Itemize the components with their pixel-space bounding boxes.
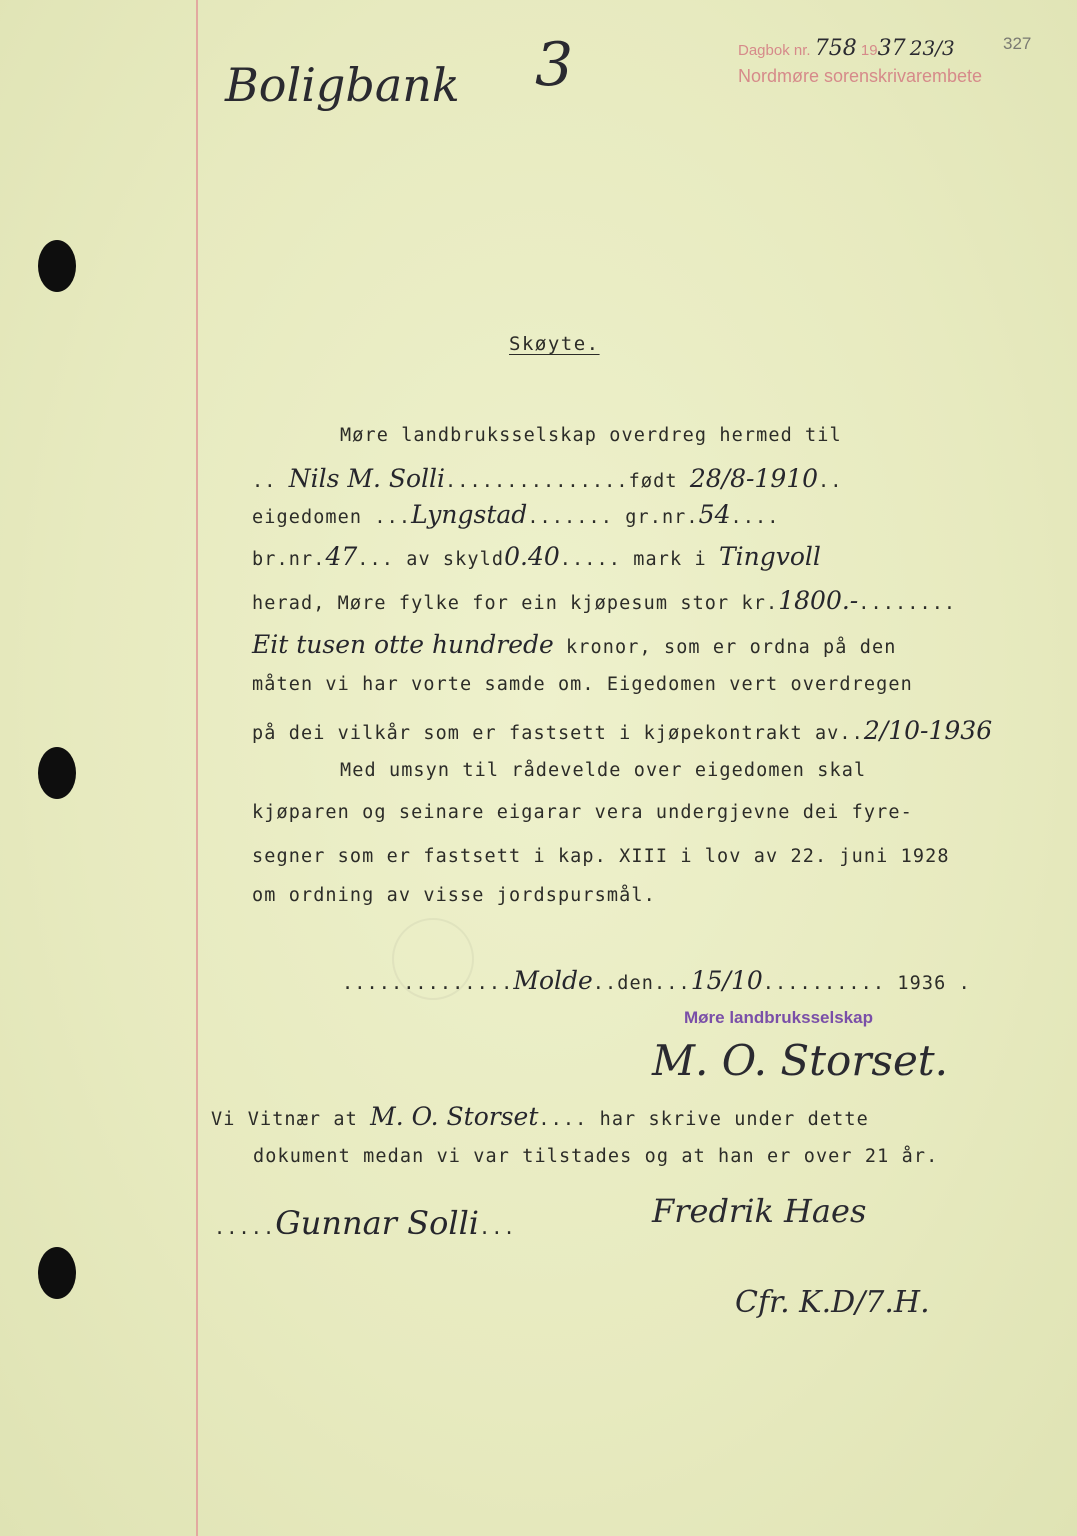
witness-signature-2: Fredrik Haes bbox=[652, 1192, 867, 1230]
dagbok-number: 758 bbox=[814, 36, 857, 61]
dots: .. bbox=[252, 471, 277, 492]
skyld-value: 0.40 bbox=[504, 542, 560, 571]
dots: ... bbox=[479, 1218, 516, 1239]
brnr-label: br.nr. bbox=[252, 549, 326, 570]
dots: ..... bbox=[559, 549, 621, 570]
line-10: kjøparen og seinare eigarar vera undergjevne dei fyre- bbox=[252, 802, 913, 823]
line-9: Med umsyn til rådevelde over eigedomen skal bbox=[340, 760, 867, 781]
seller-signature: M. O. Storset. bbox=[652, 1036, 949, 1085]
punch-hole-bottom bbox=[38, 1247, 76, 1299]
dagbok-label: Dagbok nr. bbox=[738, 42, 811, 59]
eigedomen-label: eigedomen bbox=[252, 507, 363, 528]
dots: .. bbox=[592, 973, 618, 994]
dots: ........ bbox=[858, 593, 957, 614]
witness-line-1 bbox=[211, 1102, 869, 1131]
witness-line-2: dokument medan vi var tilstades og at han er over 21 år. bbox=[253, 1146, 939, 1167]
reference-note: Cfr. K.D/7.H. bbox=[735, 1285, 930, 1320]
document-title: Skøyte. bbox=[509, 333, 600, 355]
dots: ..... bbox=[214, 1218, 276, 1239]
dots: . bbox=[958, 973, 971, 994]
dots: ....... bbox=[527, 507, 613, 528]
dots: .. bbox=[818, 471, 843, 492]
contract-date: 2/10-1936 bbox=[863, 716, 993, 745]
dots: ... bbox=[654, 973, 691, 994]
witness-signature-1: Gunnar Solli bbox=[275, 1204, 480, 1242]
witness-signatures bbox=[214, 1204, 516, 1242]
line-5 bbox=[252, 586, 956, 615]
punch-hole-middle bbox=[38, 747, 76, 799]
line-3 bbox=[252, 500, 779, 529]
fodt-label: født bbox=[628, 471, 678, 492]
heading-mark: 3 bbox=[535, 30, 574, 100]
signing-date: 15/10 bbox=[690, 966, 763, 995]
line-11: segner som er fastsett i kap. XIII i lov av 22. juni 1928 bbox=[252, 846, 950, 867]
skyld-label: av skyld bbox=[406, 549, 505, 570]
dots: .... bbox=[538, 1109, 588, 1130]
dagbok-year-prefix: 19 bbox=[860, 42, 878, 59]
line-12: om ordning av visse jordspursmål. bbox=[252, 885, 656, 906]
witness-text: Vi Vitnær at bbox=[211, 1109, 358, 1130]
dagbok-stamp bbox=[738, 36, 955, 61]
line-8 bbox=[252, 716, 992, 745]
kommune-name: Tingvoll bbox=[718, 542, 821, 571]
line-7: måten vi har vorte samde om. Eigedomen vert overdregen bbox=[252, 674, 913, 695]
dots: ............... bbox=[445, 471, 629, 492]
dots: .... bbox=[730, 507, 780, 528]
price-amount: 1800.- bbox=[778, 586, 859, 615]
place-name: Molde bbox=[513, 966, 593, 995]
kronor-text: kronor, som er ordna på den bbox=[566, 637, 897, 658]
price-in-words: Eit tusen otte hundrede bbox=[252, 630, 554, 659]
den-label: den bbox=[617, 973, 654, 994]
line-1: Møre landbruksselskap overdreg hermed til bbox=[340, 425, 842, 446]
witness-signer: M. O. Storset bbox=[370, 1102, 539, 1131]
line-2 bbox=[252, 464, 843, 493]
page-number: 327 bbox=[1003, 34, 1032, 53]
dagbok-year-suffix: 37 bbox=[877, 36, 906, 61]
brnr-value: 47 bbox=[325, 542, 358, 571]
farm-name: Lyngstad bbox=[411, 500, 528, 529]
dagbok-date: 23/3 bbox=[909, 36, 955, 60]
dots: .......... bbox=[762, 973, 886, 994]
heading-handwritten: Boligbank bbox=[225, 58, 460, 112]
place-date-line bbox=[342, 966, 971, 995]
grnr-label: gr.nr. bbox=[625, 507, 699, 528]
margin-line bbox=[196, 0, 198, 1536]
grnr-value: 54 bbox=[698, 500, 731, 529]
dots: .............. bbox=[342, 973, 514, 994]
line-6 bbox=[252, 630, 896, 659]
punch-hole-top bbox=[38, 240, 76, 292]
buyer-name: Nils M. Solli bbox=[288, 464, 446, 493]
line-4 bbox=[252, 542, 821, 571]
price-text: herad, Møre fylke for ein kjøpesum stor kr. bbox=[252, 593, 779, 614]
birth-date: 28/8-1910 bbox=[689, 464, 819, 493]
witness-text-2: har skrive under dette bbox=[599, 1109, 869, 1130]
office-stamp: Nordmøre sorenskrivarembete bbox=[738, 66, 983, 86]
dots: ... bbox=[374, 507, 412, 528]
signing-year: 1936 bbox=[897, 973, 947, 994]
mark-label: mark i bbox=[633, 549, 707, 570]
contract-text: på dei vilkår som er fastsett i kjøpekontrakt av.. bbox=[252, 723, 864, 744]
seller-stamp: Møre landbruksselskap bbox=[684, 1008, 873, 1027]
dots: ... bbox=[357, 549, 394, 570]
